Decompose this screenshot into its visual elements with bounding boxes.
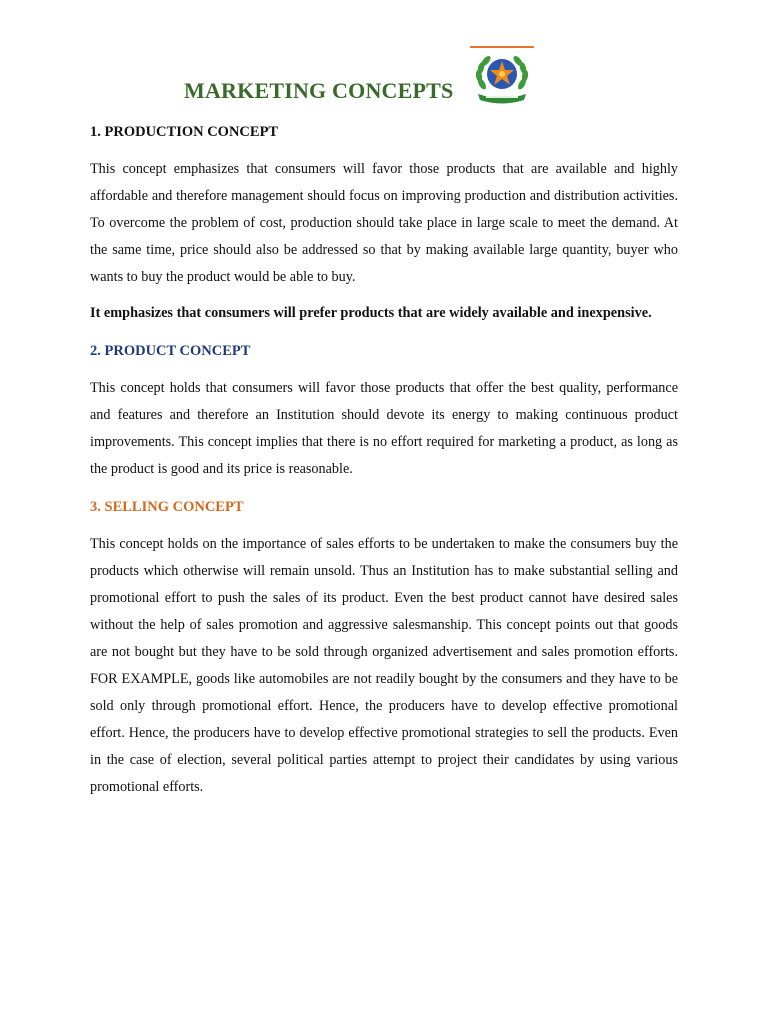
document-title: MARKETING CONCEPTS xyxy=(184,78,454,103)
section-heading-production: 1. PRODUCTION CONCEPT xyxy=(90,124,279,140)
paragraph-production: This concept emphasizes that consumers will favor those products that are available and highly affordable and therefore management should focus on improving production and distribution activities. To overcome the problem of cost, production should take place in large scale to meet the demand. At the same time, price should also be addressed so that by making available large quantity, buyer who wants to buy the product would be able to buy. xyxy=(90,161,678,285)
section-heading-product: 2. PRODUCT CONCEPT xyxy=(90,343,251,359)
document-page xyxy=(90,40,678,801)
institution-logo xyxy=(468,44,536,108)
emphasis-production: It emphasizes that consumers will prefer products that are widely available and inexpensive. xyxy=(90,305,652,321)
institution-emblem-icon xyxy=(468,44,536,108)
section-heading-selling: 3. SELLING CONCEPT xyxy=(90,499,244,515)
paragraph-product: This concept holds that consumers will favor those products that offer the best quality, performance and features and therefore an Institution should devote its energy to making continuous product improvements. This concept implies that there is no effort required for marketing a product, as long as the product is good and its price is reasonable. xyxy=(90,380,678,477)
paragraph-selling: This concept holds on the importance of sales efforts to be undertaken to make the consumers buy the products which otherwise will remain unsold. Thus an Institution has to make substantial selling and promotional effort to push the sales of its product. Even the best product cannot have desired sales without the help of sales promotion and aggressive salesmanship. This concept points out that goods are not bought but they have to be sold through organized advertisement and sales promotion efforts. FOR EXAMPLE, goods like automobiles are not readily bought by the consumers and they have to be sold only through promotional effort. Hence, the producers have to develop effective promotional effort. Hence, the producers have to develop effective promotional strategies to sell the products. Even in the case of election, several political parties attempt to project their candidates by using various promotional efforts. xyxy=(90,536,678,795)
title-row xyxy=(90,40,678,110)
